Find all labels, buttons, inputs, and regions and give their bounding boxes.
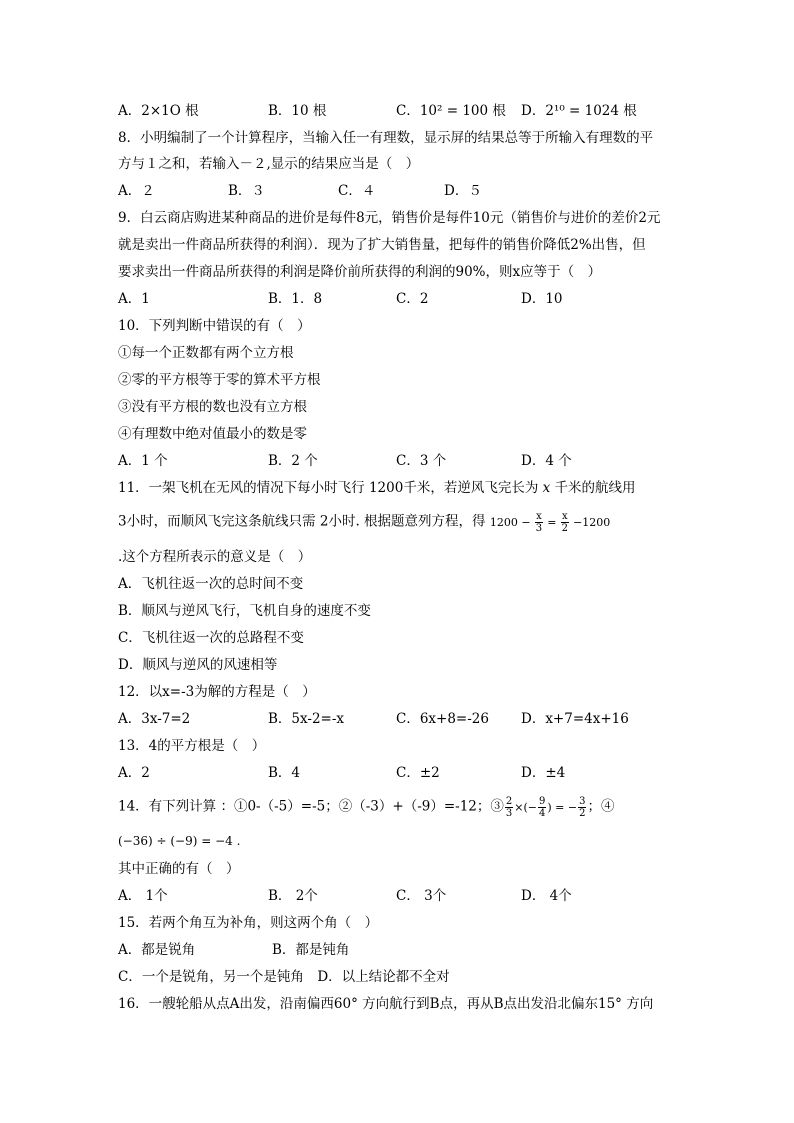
q10-statement-1: ①每一个正数都有两个立方根 bbox=[118, 345, 294, 361]
q12-option-d: D．x+7=4x+16 bbox=[521, 711, 629, 727]
q7-option-a: A．2×1O 根 bbox=[118, 103, 199, 119]
q14-f2-denominator: 4 bbox=[539, 808, 546, 819]
q14-f3-denominator: 2 bbox=[579, 808, 586, 819]
q14-stem-line2: (−36) ÷ (−9) = −4 . bbox=[118, 834, 241, 848]
q14-times: ×(− bbox=[514, 800, 538, 814]
q12-stem: 12．以x=-3为解的方程是（ ） bbox=[118, 684, 316, 700]
q14-f1-denominator: 3 bbox=[505, 808, 513, 819]
q14-option-d: D． 4个 bbox=[521, 888, 572, 904]
q11-f2-numerator: x bbox=[561, 511, 568, 522]
q11-f2-denominator: 2 bbox=[561, 523, 568, 534]
q14-stem-line1 bbox=[118, 796, 614, 819]
q12-option-a: A．3x-7=2 bbox=[118, 711, 191, 727]
q8-stem-line2: 方与１之和，若输入－２,显示的结果应当是（ ） bbox=[118, 156, 420, 172]
q11-variable-x: x bbox=[542, 480, 551, 496]
q14-option-b: B． 2个 bbox=[268, 888, 318, 904]
q11-option-b: B．顺风与逆风飞行，飞机自身的速度不变 bbox=[118, 603, 371, 619]
q10-statement-3: ③没有平方根的数也没有立方根 bbox=[118, 399, 307, 415]
q13-stem: 13．4的平方根是（ ） bbox=[118, 738, 266, 754]
q16-stem-line1: 16．一艘轮船从点A出发，沿南偏西60° 方向航行到B点，再从B点出发沿北偏东15° 方向 bbox=[118, 996, 654, 1012]
q9-stem-line2: 就是卖出一件商品所获得的利润）．现为了扩大销售量，把每件的销售价降低2%出售，但 bbox=[118, 237, 646, 253]
q14-option-a: A． 1个 bbox=[118, 888, 168, 904]
q14-stem-tail: ；④ bbox=[587, 798, 615, 815]
q7-option-d: D．2¹⁰ = 1024 根 bbox=[521, 103, 637, 119]
q11-f1-numerator: x bbox=[536, 511, 542, 522]
q15-stem: 15．若两个角互为补角，则这两个角（ ） bbox=[118, 915, 379, 931]
q8-option-b: B．３ bbox=[228, 183, 265, 199]
q11-eq-equals: = bbox=[547, 515, 557, 529]
q10-stem: 10．下列判断中错误的有（ ） bbox=[118, 318, 311, 334]
q12-option-b: B．5x-2=-x bbox=[268, 711, 345, 727]
q13-option-d: D．±4 bbox=[521, 765, 566, 781]
q11-fraction-2 bbox=[561, 511, 569, 534]
q14-stem-text: 14．有下列计算 ：①0-（-5）=-5；②（-3）+（-9）=-12；③ bbox=[118, 798, 504, 815]
q10-option-d: D．4 个 bbox=[521, 453, 572, 469]
q10-statement-4: ④有理数中绝对值最小的数是零 bbox=[118, 426, 307, 442]
q13-option-b: B．4 bbox=[268, 765, 301, 781]
q7-option-c: C．10² = 100 根 bbox=[396, 103, 506, 119]
q13-option-c: C．±2 bbox=[396, 765, 440, 781]
q14-fraction-1 bbox=[505, 796, 513, 819]
q11-eq-right: −1200 bbox=[573, 515, 611, 529]
q9-option-a: A．1 bbox=[118, 291, 150, 307]
q12-option-c: C．6x+8=-26 bbox=[396, 711, 489, 727]
q11-option-c: C．飞机往返一次的总路程不变 bbox=[118, 630, 304, 646]
q11-stem-line1-tail: 千米的航线用 bbox=[554, 480, 636, 496]
q11-stem-line1-text: 11．一架飞机在无风的情况下每小时飞行 1200千米，若逆风飞完长为 bbox=[118, 480, 539, 496]
q9-option-b: B．1．8 bbox=[268, 291, 323, 307]
q14-f3-numerator: 3 bbox=[579, 796, 586, 807]
q11-option-a: A．飞机往返一次的总时间不变 bbox=[118, 576, 304, 592]
q11-f1-denominator: 3 bbox=[535, 523, 543, 534]
q8-option-a: A．２ bbox=[118, 183, 155, 199]
q11-stem-line2-text: 3小时，而顺风飞完这条航线只需 2小时. 根据题意列方程，得 bbox=[118, 513, 486, 530]
q9-stem-line3: 要求卖出一件商品所获得的利润是降价前所获得的利润的90%，则x应等于（ ） bbox=[118, 264, 602, 280]
q11-option-d: D．顺风与逆风的风速相等 bbox=[118, 657, 278, 673]
q14-f2-numerator: 9 bbox=[539, 796, 546, 807]
q9-stem-line1: 9．白云商店购进某种商品的进价是每件8元，销售价是每件10元（销售价与进价的差价2元 bbox=[118, 210, 661, 226]
q14-fraction-2 bbox=[538, 796, 546, 819]
q14-stem-line3: 其中正确的有（ ） bbox=[118, 861, 240, 877]
q15-option-a: A．都是锐角 bbox=[118, 942, 196, 958]
q14-expression-3 bbox=[504, 796, 588, 819]
q11-stem-line3: .这个方程所表示的意义是（ ） bbox=[118, 549, 312, 565]
q10-statement-2: ②零的平方根等于零的算术平方根 bbox=[118, 372, 321, 388]
q11-stem-line1 bbox=[118, 478, 636, 498]
q8-option-c: C．４ bbox=[338, 183, 376, 199]
q11-fraction-1 bbox=[535, 511, 543, 534]
q8-stem-line1: 8．小明编制了一个计算程序，当输入任一有理数，显示屏的结果总等于所输入有理数的平 bbox=[118, 130, 654, 146]
q14-close: ) = − bbox=[547, 800, 578, 814]
q15-option-cd: C．一个是锐角，另一个是钝角 D．以上结论都不全对 bbox=[118, 969, 450, 985]
q10-option-a: A．1 个 bbox=[118, 453, 168, 469]
q13-option-a: A．2 bbox=[118, 765, 150, 781]
q14-fraction-3 bbox=[578, 796, 586, 819]
q15-option-b: B．都是钝角 bbox=[272, 942, 350, 958]
q11-eq-left: 1200 − bbox=[489, 515, 531, 529]
q10-option-b: B．2 个 bbox=[268, 453, 318, 469]
q9-option-c: C．2 bbox=[396, 291, 429, 307]
q7-option-b: B．10 根 bbox=[268, 103, 327, 119]
q14-f1-numerator: 2 bbox=[505, 796, 513, 807]
q11-stem-line2 bbox=[118, 511, 610, 534]
q11-equation bbox=[489, 511, 611, 534]
q10-option-c: C．3 个 bbox=[396, 453, 447, 469]
q14-option-c: C． 3个 bbox=[396, 888, 447, 904]
q9-option-d: D．10 bbox=[521, 291, 563, 307]
q8-option-d: D．５ bbox=[444, 183, 482, 199]
